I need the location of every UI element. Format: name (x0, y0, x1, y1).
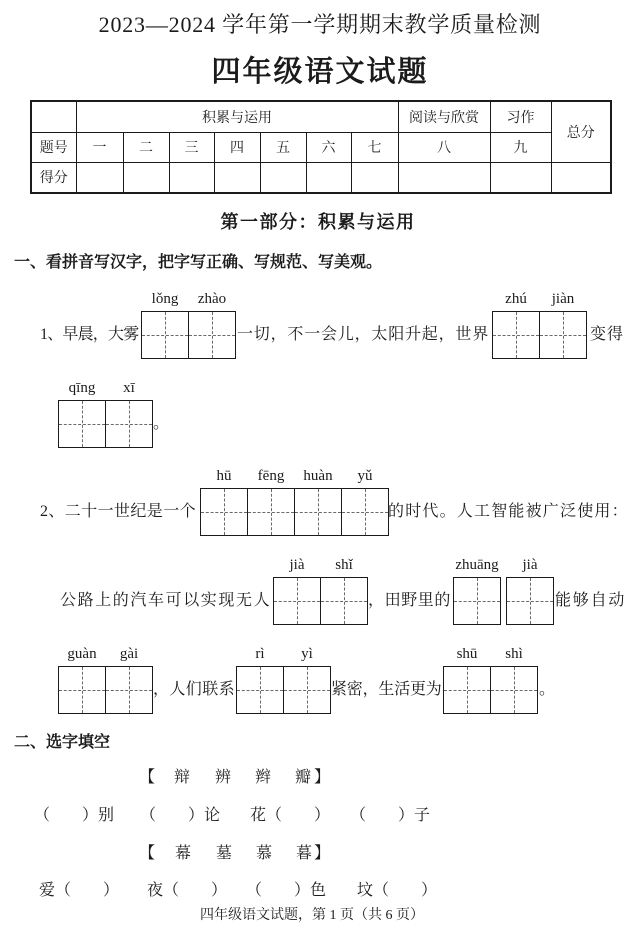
pinyin-cell (236, 642, 284, 714)
question-text: 一切，不一会儿，太阳升起，世界 (237, 326, 490, 343)
score-cell[interactable] (306, 162, 351, 193)
bracket-open: 【 (139, 845, 156, 862)
question-text: 。 (539, 681, 556, 698)
pinyin-writing-group (58, 376, 153, 448)
pinyin: lǒng (151, 291, 179, 307)
pinyin: jià (289, 557, 305, 573)
pinyin: huàn (303, 468, 333, 484)
fill-blank[interactable]: （ ）子 (350, 807, 431, 824)
pinyin-cell (58, 376, 106, 448)
question-text: 紧密，生活更为 (331, 681, 442, 698)
writing-box[interactable] (200, 488, 248, 536)
pinyin-writing-group (58, 642, 153, 714)
question-number: 五 (260, 132, 306, 162)
pinyin-cell (443, 642, 491, 714)
writing-box[interactable] (105, 400, 153, 448)
part-title: 第一部分：积累与运用 (220, 212, 416, 232)
question-text: 公路上的汽车可以实现无人 (60, 592, 272, 609)
question-text: 变得 (590, 326, 625, 343)
pinyin: jià (522, 557, 538, 573)
pinyin-writing-group (200, 464, 389, 536)
writing-box[interactable] (453, 577, 501, 625)
bracket-close: 】 (314, 845, 331, 862)
question-text: ，人们联系 (153, 681, 236, 698)
writing-box[interactable] (188, 311, 236, 359)
writing-box[interactable] (273, 577, 321, 625)
pinyin-writing-group (236, 642, 331, 714)
score-cell[interactable] (76, 162, 123, 193)
score-cell[interactable] (123, 162, 169, 193)
writing-box[interactable] (58, 400, 106, 448)
writing-box[interactable] (492, 311, 540, 359)
writing-box[interactable] (539, 311, 587, 359)
question-number-label: 题号 (31, 132, 76, 162)
question-number: 六 (306, 132, 351, 162)
group-header-writing: 习作 (490, 101, 551, 132)
pinyin-writing-group (443, 642, 538, 714)
bracket-open: 【 (139, 769, 156, 786)
fill-blank[interactable]: （ ）色 (246, 882, 327, 899)
pinyin: hū (216, 468, 232, 484)
pinyin-cell (320, 553, 368, 625)
pinyin-cell (294, 464, 342, 536)
pinyin-writing-group (453, 553, 554, 625)
pinyin-cell (247, 464, 295, 536)
pinyin-cell (105, 376, 153, 448)
writing-box[interactable] (247, 488, 295, 536)
pinyin-cell (490, 642, 538, 714)
question-number: 七 (351, 132, 398, 162)
section-heading: 二、选字填空 (14, 732, 111, 751)
pinyin: zhuāng (455, 557, 499, 573)
pinyin: zhào (197, 291, 227, 307)
score-cell[interactable] (398, 162, 490, 193)
pinyin-cell (283, 642, 331, 714)
question-number: 二 (123, 132, 169, 162)
question-text: ，田野里的 (368, 592, 452, 609)
question-number: 八 (398, 132, 490, 162)
option-char: 暮 (296, 845, 313, 862)
fill-blank[interactable]: （ ）论 (140, 807, 221, 824)
bracket-close: 】 (314, 769, 331, 786)
pinyin-writing-group (273, 553, 368, 625)
group-header-accumulation: 积累与运用 (76, 101, 398, 132)
paper-title: 四年级语文试题 (211, 56, 429, 88)
option-char: 幕 (175, 845, 192, 862)
pinyin-cell (273, 553, 321, 625)
pinyin: fēng (257, 468, 285, 484)
fill-blank[interactable]: 坟（ ） (357, 882, 438, 899)
writing-box[interactable] (236, 666, 284, 714)
option-char: 瓣 (295, 769, 312, 786)
pinyin: qīng (68, 380, 96, 396)
question-number: 四 (214, 132, 260, 162)
pinyin: jiàn (551, 291, 575, 307)
writing-box[interactable] (141, 311, 189, 359)
fill-blank[interactable]: 爱（ ） (39, 882, 120, 899)
pinyin: shǐ (335, 557, 353, 573)
pinyin-cell (188, 287, 236, 359)
question-number: 三 (169, 132, 214, 162)
writing-box[interactable] (58, 666, 106, 714)
question-text: 1、早晨，大雾 (40, 326, 139, 343)
pinyin-cell (105, 642, 153, 714)
pinyin-writing-group (492, 287, 587, 359)
pinyin-cell (58, 642, 106, 714)
section-heading: 一、看拼音写汉字，把字写正确、写规范、写美观。 (14, 252, 383, 271)
score-cell[interactable] (214, 162, 260, 193)
writing-box[interactable] (105, 666, 153, 714)
writing-box[interactable] (490, 666, 538, 714)
option-char: 慕 (256, 845, 273, 862)
score-table-corner (31, 101, 76, 132)
option-char: 辨 (215, 769, 232, 786)
page-footer: 四年级语文试题，第 1 页（共 6 页） (200, 908, 424, 923)
pinyin: xī (123, 380, 135, 396)
writing-box[interactable] (341, 488, 389, 536)
pinyin-cell (341, 464, 389, 536)
pinyin: guàn (67, 646, 97, 662)
option-char: 墓 (216, 845, 233, 862)
total-score-header: 总分 (551, 101, 611, 162)
pinyin-cell (506, 553, 554, 625)
score-cell[interactable] (169, 162, 214, 193)
pinyin-cell (492, 287, 540, 359)
exam-title: 2023—2024 学年第一学期期末教学质量检测 (98, 12, 542, 37)
writing-box[interactable] (294, 488, 342, 536)
question-text: 的时代。人工智能被广泛使用： (388, 503, 629, 520)
score-cell[interactable] (260, 162, 306, 193)
question-number: 九 (490, 132, 551, 162)
pinyin: yǔ (357, 468, 373, 484)
pinyin: zhú (505, 291, 527, 307)
pinyin-cell (539, 287, 587, 359)
pinyin-writing-group (141, 287, 236, 359)
option-char: 辩 (174, 769, 191, 786)
pinyin: gài (119, 646, 139, 662)
writing-box[interactable] (320, 577, 368, 625)
score-table (30, 100, 612, 194)
fill-blank[interactable]: （ ）别 (34, 807, 115, 824)
pinyin: shū (456, 646, 478, 662)
score-cell[interactable] (351, 162, 398, 193)
question-text: 。 (153, 415, 170, 432)
question-text: 2、二十一世纪是一个 (40, 503, 197, 520)
total-score-cell[interactable] (551, 162, 611, 193)
writing-box[interactable] (443, 666, 491, 714)
pinyin: yì (301, 646, 313, 662)
question-text: 能够自动 (555, 592, 627, 609)
writing-box[interactable] (283, 666, 331, 714)
pinyin: shì (505, 646, 523, 662)
pinyin: rì (255, 646, 265, 662)
group-header-reading: 阅读与欣赏 (398, 101, 490, 132)
fill-blank[interactable]: 夜（ ） (147, 882, 228, 899)
pinyin-cell (141, 287, 189, 359)
score-label: 得分 (31, 162, 76, 193)
question-number: 一 (76, 132, 123, 162)
fill-blank[interactable]: 花（ ） (250, 807, 331, 824)
option-char: 辫 (255, 769, 272, 786)
writing-box[interactable] (506, 577, 554, 625)
score-cell[interactable] (490, 162, 551, 193)
pinyin-cell (453, 553, 501, 625)
pinyin-cell (200, 464, 248, 536)
